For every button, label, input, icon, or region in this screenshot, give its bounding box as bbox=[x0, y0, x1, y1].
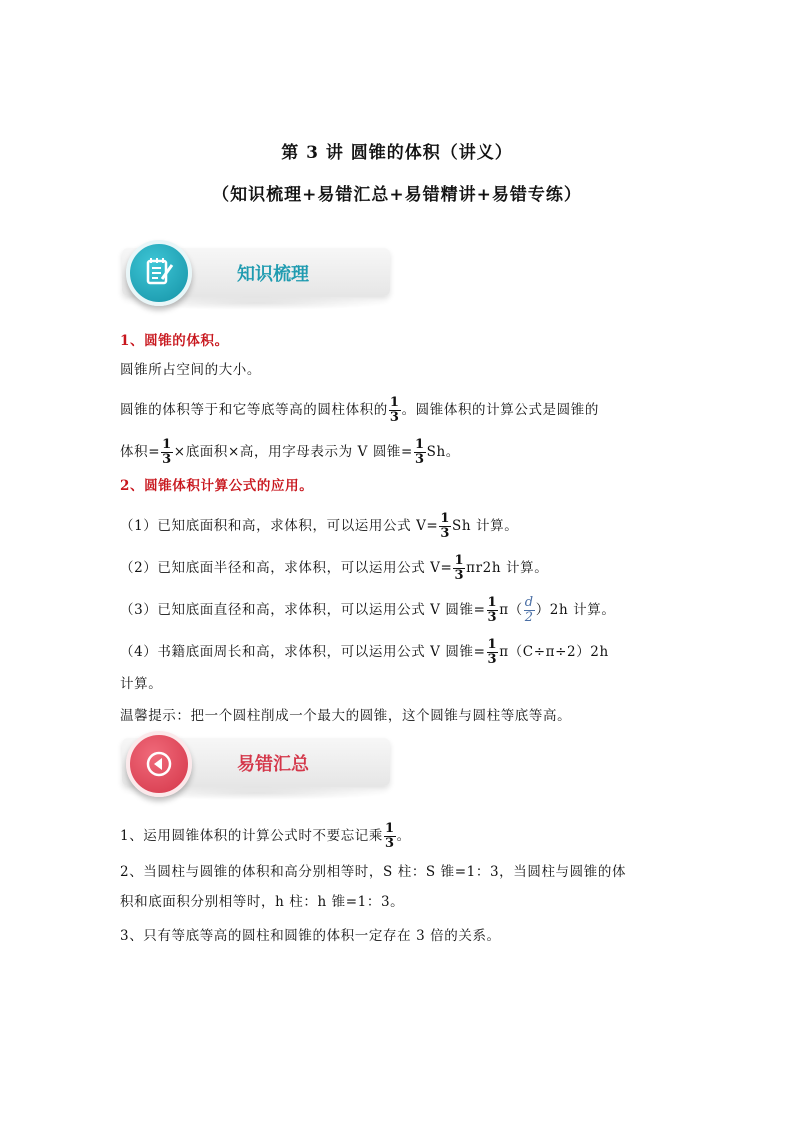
knowledge-paragraph-2 bbox=[120, 396, 599, 425]
text-span: （1）已知底面积和高，求体积，可以运用公式 V= bbox=[120, 518, 439, 534]
fraction-denominator: 3 bbox=[454, 568, 465, 583]
formula-item-1 bbox=[120, 512, 518, 541]
text-span: πr2h 计算。 bbox=[466, 560, 549, 576]
fraction-one-third bbox=[161, 438, 173, 467]
page-title: 第 3 讲 圆锥的体积（讲义） bbox=[281, 143, 513, 163]
fraction-denominator: 3 bbox=[440, 526, 450, 541]
formula-item-4 bbox=[120, 638, 609, 667]
text-span: π（ bbox=[499, 602, 523, 618]
fraction-one-third bbox=[389, 396, 401, 425]
fraction-denominator: 3 bbox=[385, 836, 395, 851]
fraction-denominator: 3 bbox=[162, 452, 172, 467]
fraction-numerator: 1 bbox=[440, 511, 450, 526]
text-span: ）2h 计算。 bbox=[535, 602, 616, 618]
text-span: Sh 计算。 bbox=[452, 518, 519, 534]
text-span: 体积= bbox=[120, 444, 161, 460]
warm-tip: 温馨提示：把一个圆柱削成一个最大的圆锥，这个圆锥与圆柱等底等高。 bbox=[120, 708, 572, 724]
errors-badge bbox=[126, 731, 192, 797]
fraction-denominator: 2 bbox=[524, 610, 534, 625]
error-item-1 bbox=[120, 822, 411, 851]
fraction-denominator: 3 bbox=[487, 610, 498, 625]
fraction-numerator: 1 bbox=[414, 437, 425, 452]
text-span: 。圆锥体积的计算公式是圆锥的 bbox=[401, 402, 599, 418]
text-span: 。 bbox=[396, 828, 411, 844]
knowledge-paragraph-1: 圆锥所占空间的大小。 bbox=[120, 362, 261, 378]
fraction-one-third bbox=[453, 554, 465, 583]
formula-item-3 bbox=[120, 596, 615, 625]
fraction-one-third bbox=[384, 822, 396, 851]
fraction-numerator: 1 bbox=[487, 637, 498, 652]
text-span: ×底面积×高，用字母表示为 V 圆锥= bbox=[173, 444, 413, 460]
text-span: 圆锥的体积等于和它等底等高的圆柱体积的 bbox=[120, 402, 388, 418]
fraction-one-third bbox=[439, 512, 451, 541]
notepad-pencil-icon bbox=[130, 244, 188, 302]
knowledge-banner-label: 知识梳理 bbox=[237, 264, 309, 285]
play-circle-icon bbox=[130, 735, 188, 793]
error-item-2-continued: 积和底面积分别相等时，h 柱：h 锥=1：3。 bbox=[120, 894, 405, 910]
error-item-2: 2、当圆柱与圆锥的体积和高分别相等时，S 柱：S 锥=1：3，当圆柱与圆锥的体 bbox=[120, 864, 627, 880]
fraction-numerator: 1 bbox=[162, 437, 172, 452]
text-span: （3）已知底面直径和高，求体积，可以运用公式 V 圆锥= bbox=[120, 602, 486, 618]
text-span: Sh。 bbox=[426, 444, 460, 460]
fraction-one-third bbox=[487, 638, 499, 667]
fraction-numerator: 1 bbox=[454, 553, 465, 568]
fraction-denominator: 3 bbox=[487, 652, 498, 667]
fraction-denominator: 3 bbox=[389, 410, 400, 425]
fraction-one-third bbox=[487, 596, 499, 625]
fraction-numerator: 1 bbox=[385, 821, 395, 836]
fraction-numerator: d bbox=[524, 595, 534, 610]
text-span: （4）书籍底面周长和高，求体积，可以运用公式 V 圆锥= bbox=[120, 644, 486, 660]
knowledge-heading-1: 1、圆锥的体积。 bbox=[120, 333, 229, 349]
fraction-numerator: 1 bbox=[487, 595, 498, 610]
text-span: 1、运用圆锥体积的计算公式时不要忘记乘 bbox=[120, 828, 383, 844]
formula-item-4-continued: 计算。 bbox=[120, 676, 163, 692]
knowledge-badge bbox=[126, 240, 192, 306]
formula-item-2 bbox=[120, 554, 548, 583]
text-span: π（C÷π÷2）2h bbox=[499, 644, 609, 660]
error-item-3: 3、只有等底等高的圆柱和圆锥的体积一定存在 3 倍的关系。 bbox=[120, 928, 501, 944]
fraction-denominator: 3 bbox=[414, 452, 425, 467]
page-subtitle: （知识梳理+易错汇总+易错精讲+易错专练） bbox=[212, 185, 582, 205]
knowledge-heading-2: 2、圆锥体积计算公式的应用。 bbox=[120, 478, 314, 494]
knowledge-paragraph-3 bbox=[120, 438, 460, 467]
text-span: （2）已知底面半径和高，求体积，可以运用公式 V= bbox=[120, 560, 453, 576]
fraction-numerator: 1 bbox=[389, 395, 400, 410]
errors-banner-label: 易错汇总 bbox=[237, 754, 309, 775]
fraction-one-third bbox=[414, 438, 426, 467]
fraction-d-over-2 bbox=[524, 596, 535, 625]
